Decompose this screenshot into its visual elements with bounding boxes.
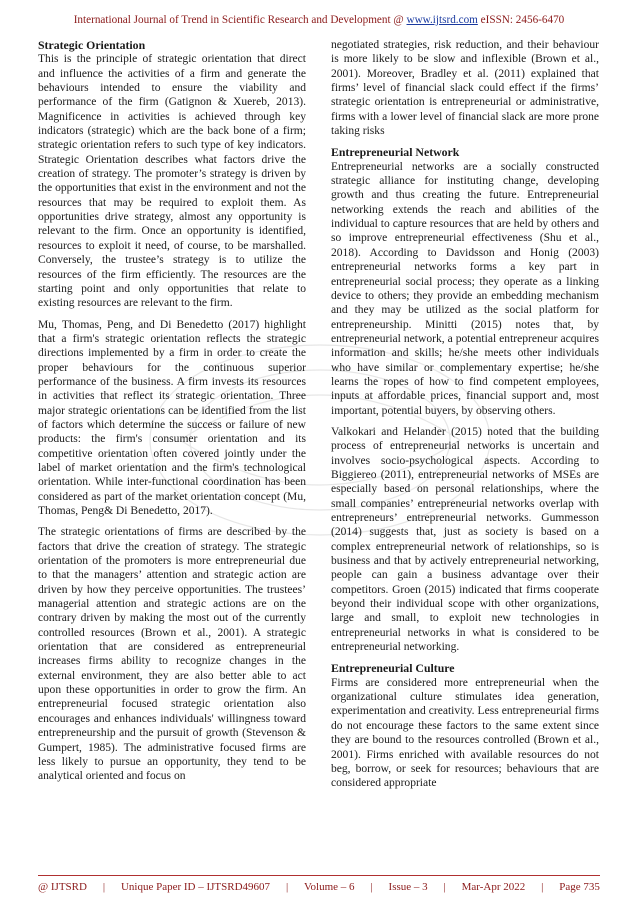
footer-separator: | bbox=[285, 881, 289, 893]
paragraph: Firms are considered more entrepreneurial when the organizational culture stimulates idea generation, experimentation and creativity. Less entrepreneurial firms do not encourage these factors to the same extent since they are bound to the resources controlled (Brown et al., 2001). Firms enriched with available resources do not beg, borrow, or seek for resources; behaviours that are considered appropriate bbox=[331, 676, 599, 790]
paragraph: Entrepreneurial networks are a socially constructed strategic alliance for instituting change, developing growth and thus creating the future. Entrepreneurial networking extends the reach and abilities of the individual to capture resources that are held by others and so improve entrepreneurial effectiveness (Shu et al., 2018). According to Davidsson and Honig (2003) entrepreneurial networks forms a key part in entrepreneurial social process; they operate as a linking device to others; they provide an embedding mechanism and they may be utilized as the social platform for entrepreneurship. Minitti (2015) notes that, by entrepreneurial network, a potential entrepreneur acquires information and skills; he/she meets other individuals who have similar or complementary expertise; he/she learns the ropes of how to find competent employees, inputs at affordable prices, financial support and, most important, potential buyers, by observing others. bbox=[331, 160, 599, 417]
footer-issue: Issue – 3 bbox=[388, 881, 428, 893]
footer-separator: | bbox=[102, 881, 106, 893]
journal-issn: eISSN: 2456-6470 bbox=[477, 14, 565, 26]
section-heading-entrepreneurial-culture: Entrepreneurial Culture bbox=[331, 661, 455, 676]
footer-publisher: @ IJTSRD bbox=[38, 881, 87, 893]
section-heading-entrepreneurial-network: Entrepreneurial Network bbox=[331, 145, 460, 160]
footer-separator: | bbox=[541, 881, 544, 893]
paragraph: The strategic orientations of firms are described by the factors that drive the creation of strategy. The strategic orientation of the promoters is more entrepreneurial due to that the managers’ attention and strategic action are driven by how they perceive opportunities. The trustees’ managerial attention and strategic actions are on the contrary driven by making the most out of the currently controlled resources (Brown et al., 2001). A strategic orientation that are considered as entrepreneurial increases firms ability to recognize changes in the external environment, they are also better able to act upon these opportunities in order to grow the firm. An entrepreneurial focused strategic orientation also encourages and enhances individuals' willingness toward entrepreneurship and the pursuit of growth (Stevenson & Gumpert, 1985). The administrative focused firms are less likely to pursue an opportunity, they tend to be analytical oriented and focus on bbox=[38, 526, 306, 783]
paragraph: Valkokari and Helander (2015) noted that the building process of entrepreneurial networks is uncertain and involves socio-psychological aspects. According to Biggiereo (2011), entrepreneurial networks of MSEs are especially based on personal relationships, where the small companies’ entrepreneurial networks overlap with entrepreneurs’ entrepreneurial networks. Gummesson (2014) suggests that, just as society is based on a complex entrepreneurial network of relationships, so is business and that by actively entrepreneurial networking, people can gain a business advantage over their competitors. Groen (2015) indicated that firms cooperate beyond their individual scope with other organizations, large and small, to exploit new technologies in entrepreneurial networks in what is considered to be entrepreneurial networking. bbox=[331, 425, 599, 654]
running-footer bbox=[38, 881, 600, 893]
footer-volume: Volume – 6 bbox=[304, 881, 355, 893]
journal-name: International Journal of Trend in Scientific Research and Development @ bbox=[73, 14, 407, 26]
footer-divider bbox=[38, 875, 600, 876]
footer-page-number: Page 735 bbox=[559, 881, 600, 893]
right-column bbox=[331, 38, 599, 858]
running-header bbox=[0, 14, 638, 26]
paragraph: negotiated strategies, risk reduction, and their behaviour is more likely to be slow and inflexible (Brown et al., 2001). Moreover, Bradley et al. (2011) explained that firms’ level of financial slack could effect if the firms’ strategic orientation is entrepreneurial or administrative, firms with a lower level of financial slack are more prone taking risks bbox=[331, 39, 599, 138]
paragraph: Mu, Thomas, Peng, and Di Benedetto (2017) highlight that a firm's strategic orientation reflects the strategic directions implemented by a firm in order to create the proper behaviours for the continuous superior performance of the business. A firm invests its resources in activities that reflect its strategic orientation. Three major strategic orientations can be identified from the list of factors which determine the success or failure of new products: the firm's consumer orientation and its competitive orientation often covered jointly under the label of market orientation and the firm's technological orientation. While inter-functional coordination has been considered as part of the market orientation concept (Mu, Thomas, Peng& Di Benedetto, 2017). bbox=[38, 318, 306, 517]
footer-date: Mar-Apr 2022 bbox=[461, 881, 526, 893]
footer-paper-id: Unique Paper ID – IJTSRD49607 bbox=[120, 881, 271, 893]
journal-website-link[interactable]: www.ijtsrd.com bbox=[406, 14, 478, 26]
paragraph: This is the principle of strategic orientation that direct and influence the activities of a firm and generate the behaviours intended to ensure the viability and performance of the firm (Gatignon & Xuereb, 2013). Magnificence in activities is achieved through key indicators (strategic) which are the back bone of a firm; strategic orientation refers to such type of key indicators. Strategic Orientation describes what factors drive the creation of strategy. The promoter’s strategy is driven by the opportunities that exist in the environment and not the resources that may be required to exploit them. As opportunities drive strategy, almost any opportunity is relevant to the firm. Once an opportunity is identified, resources to exploit it need, of course, to be marshalled. Conversely, the trustee’s strategy is to utilize the resources of the firm efficiently. The resources are the starting point and only opportunities that relate to existing resources are relevant to the firm. bbox=[38, 53, 306, 310]
footer-separator: | bbox=[443, 881, 446, 893]
section-heading-strategic-orientation: Strategic Orientation bbox=[38, 38, 146, 52]
left-column bbox=[38, 38, 306, 858]
footer-separator: | bbox=[370, 881, 373, 893]
